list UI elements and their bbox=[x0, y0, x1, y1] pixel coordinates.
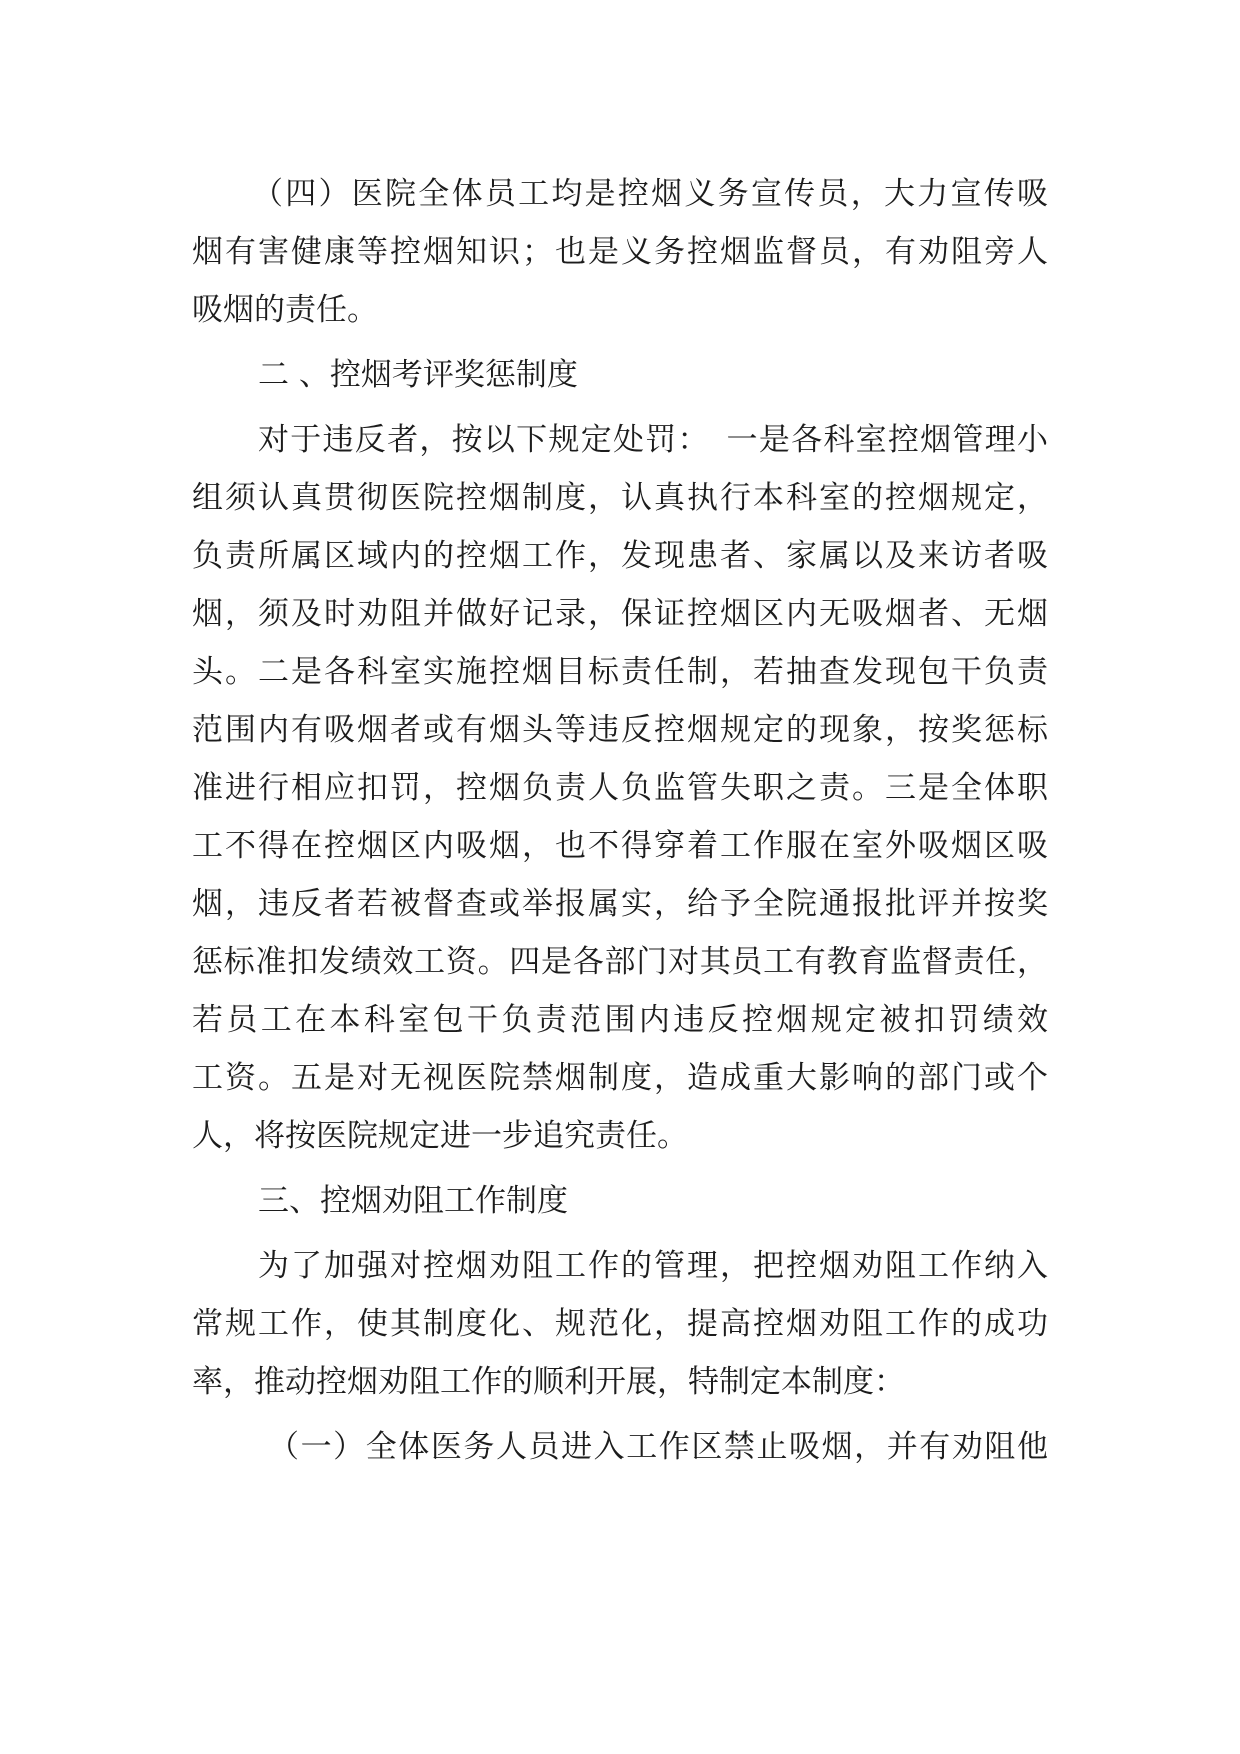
text-line: 吸烟的责任。 bbox=[192, 292, 378, 328]
section-heading: 二 、控烟考评奖惩制度 bbox=[258, 357, 578, 393]
text-line: 范围内有吸烟者或有烟头等违反控烟规定的现象，按奖惩标 bbox=[192, 712, 1048, 748]
text-line: 惩标准扣发绩效工资。四是各部门对其员工有教育监督责任， bbox=[192, 944, 1048, 980]
text-line: 为了加强对控烟劝阻工作的管理，把控烟劝阻工作纳入 bbox=[258, 1248, 1048, 1284]
text-line: 率，推动控烟劝阻工作的顺利开展，特制定本制度： bbox=[192, 1364, 905, 1400]
text-line: 组须认真贯彻医院控烟制度，认真执行本科室的控烟规定， bbox=[192, 480, 1048, 516]
text-line: （四）医院全体员工均是控烟义务宣传员，大力宣传吸 bbox=[252, 176, 1048, 212]
text-line: 常规工作，使其制度化、规范化，提高控烟劝阻工作的成功 bbox=[192, 1306, 1048, 1342]
text-line: 烟，违反者若被督查或举报属实，给予全院通报批评并按奖 bbox=[192, 886, 1048, 922]
text-line: 准进行相应扣罚，控烟负责人负监管失职之责。三是全体职 bbox=[192, 770, 1048, 806]
text-line: 对于违反者，按以下规定处罚： 一是各科室控烟管理小 bbox=[258, 422, 1048, 458]
text-line: 头。二是各科室实施控烟目标责任制，若抽查发现包干负责 bbox=[192, 654, 1048, 690]
text-line: 烟有害健康等控烟知识；也是义务控烟监督员，有劝阻旁人 bbox=[192, 234, 1048, 270]
section-heading: 三、控烟劝阻工作制度 bbox=[258, 1183, 568, 1219]
text-line: 负责所属区域内的控烟工作，发现患者、家属以及来访者吸 bbox=[192, 538, 1048, 574]
text-line: 工资。五是对无视医院禁烟制度，造成重大影响的部门或个 bbox=[192, 1060, 1048, 1096]
text-line: 烟，须及时劝阻并做好记录，保证控烟区内无吸烟者、无烟 bbox=[192, 596, 1048, 632]
text-line: 工不得在控烟区内吸烟，也不得穿着工作服在室外吸烟区吸 bbox=[192, 828, 1048, 864]
text-line: 人，将按医院规定进一步追究责任。 bbox=[192, 1118, 688, 1154]
text-line: 若员工在本科室包干负责范围内违反控烟规定被扣罚绩效 bbox=[192, 1002, 1048, 1038]
text-line: （一）全体医务人员进入工作区禁止吸烟，并有劝阻他 bbox=[268, 1429, 1048, 1465]
